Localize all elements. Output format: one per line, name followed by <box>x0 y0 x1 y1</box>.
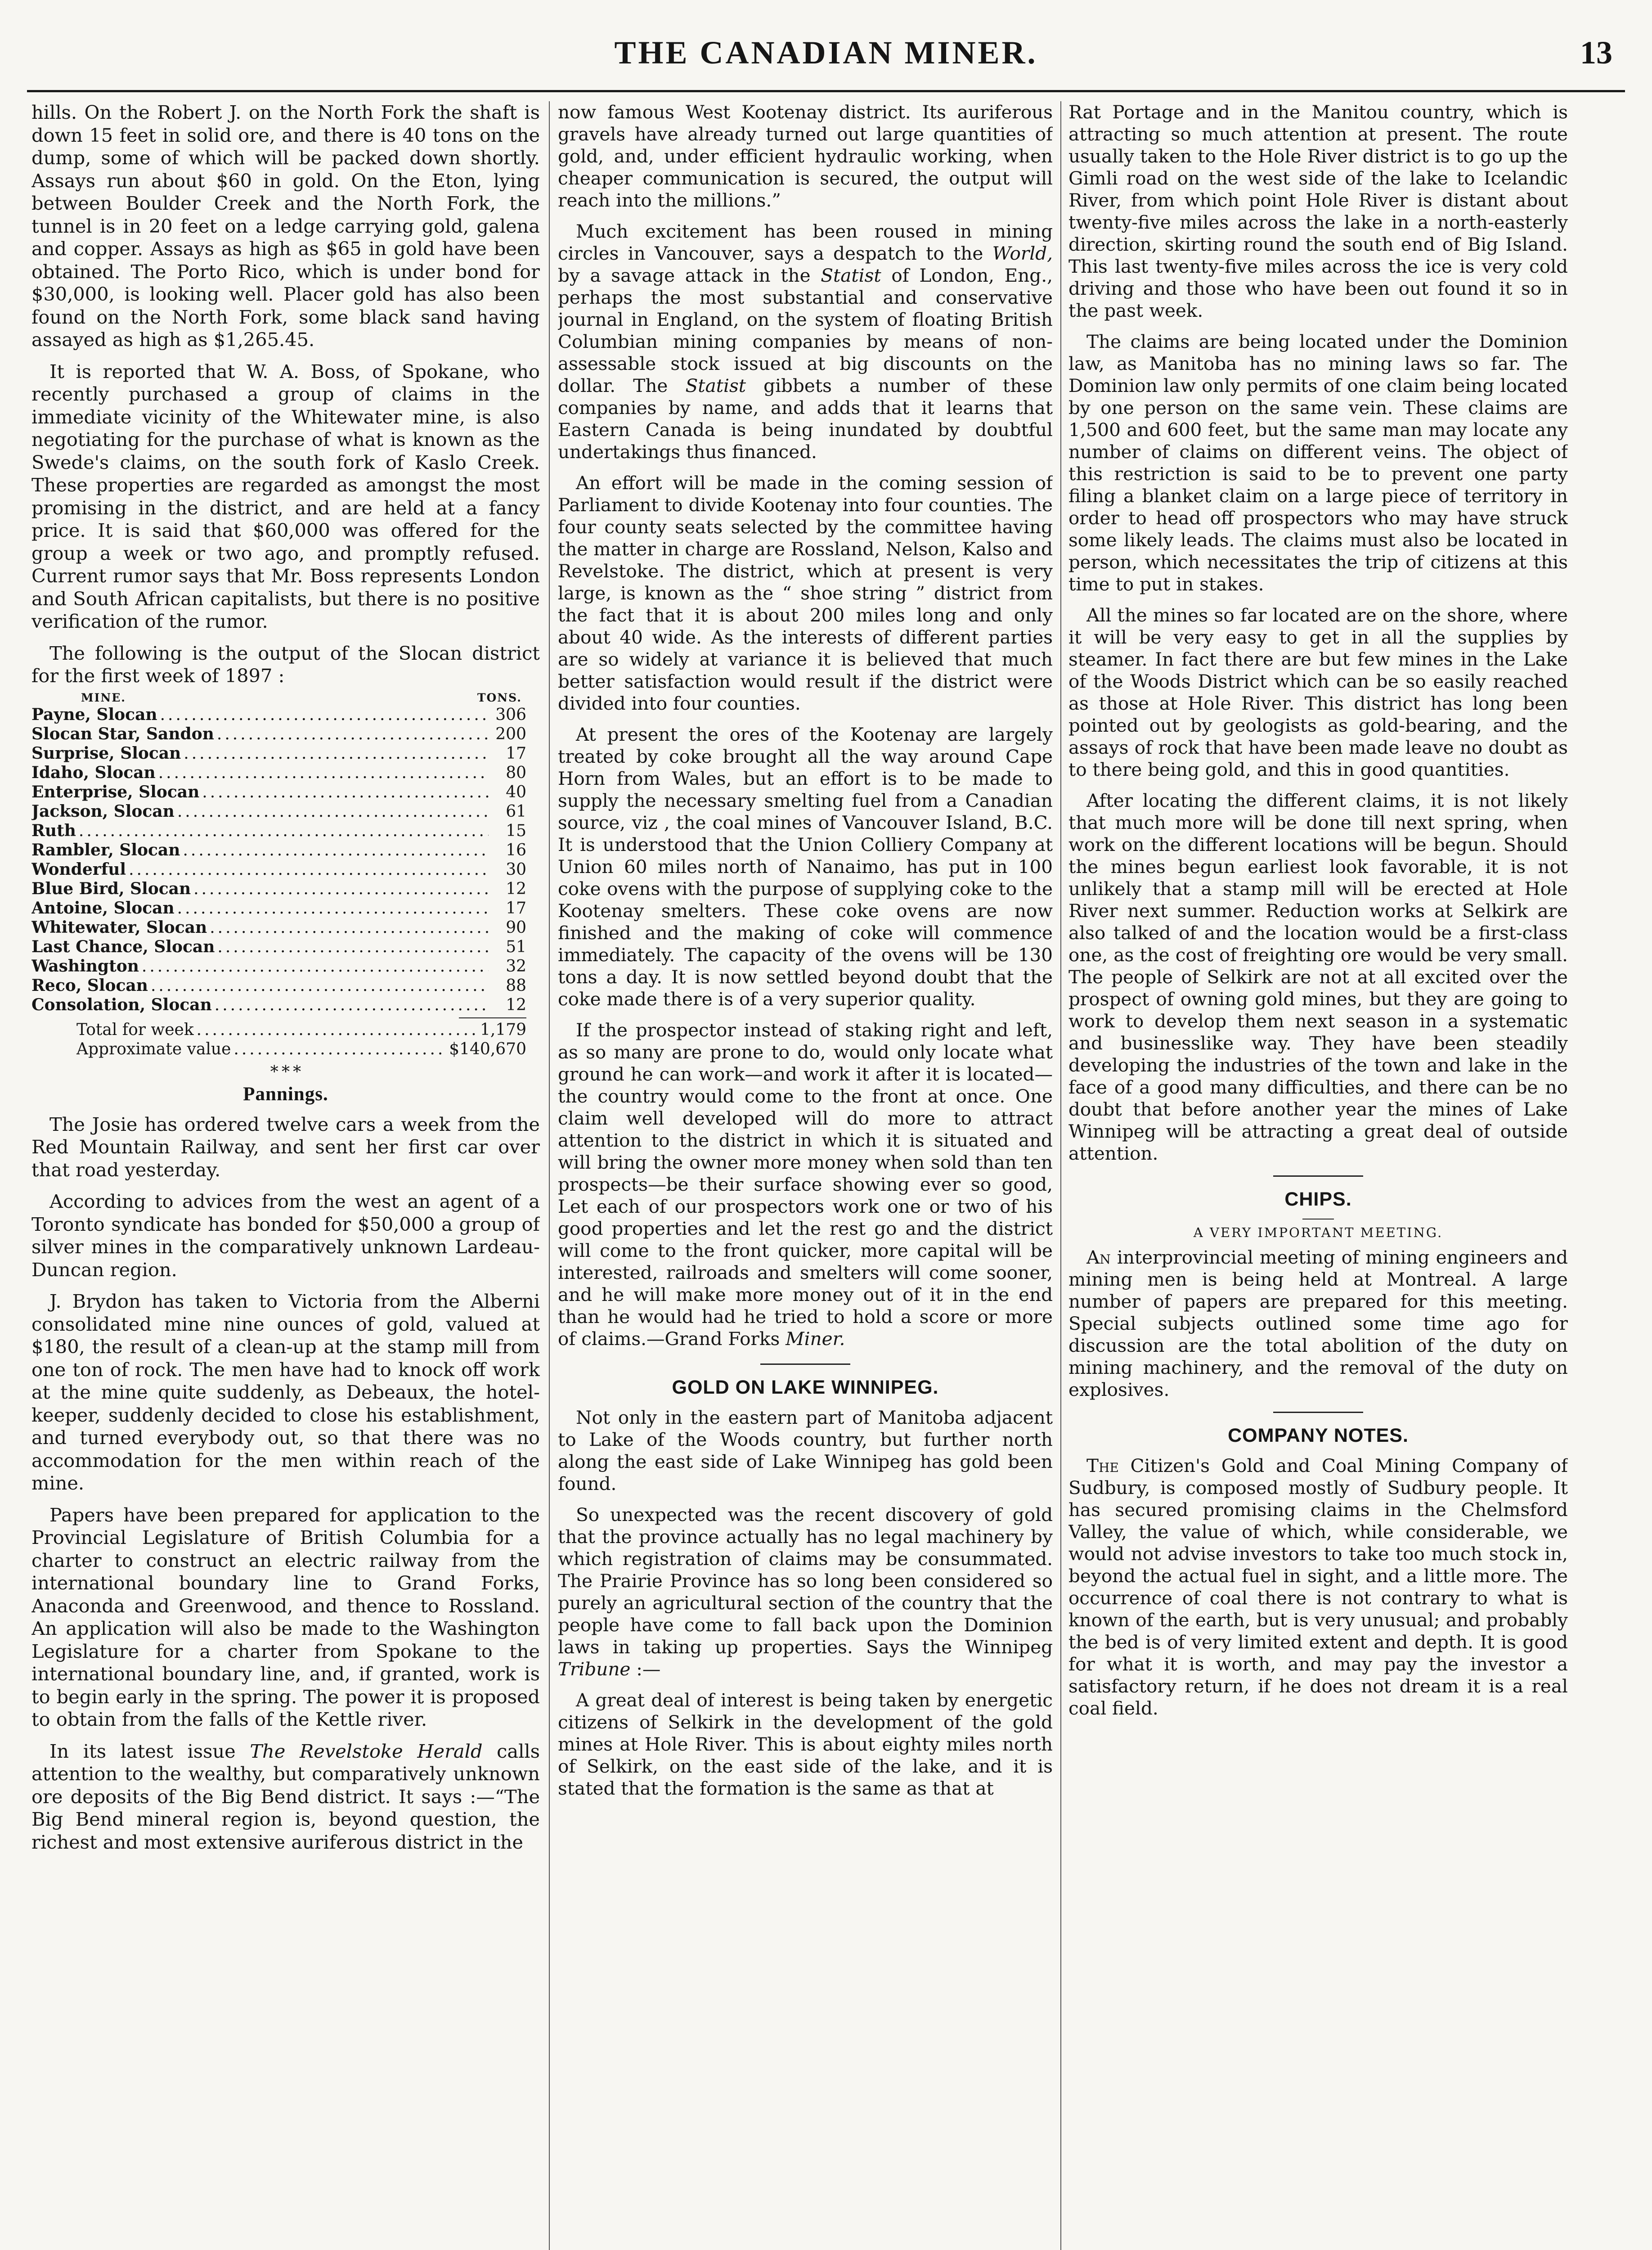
section-rule <box>1273 1175 1363 1177</box>
article-paragraph: In its latest issue The Revelstoke Herald calls attention to the wealthy, but comparatively unknown ore deposits of the Big Bend district. It says :—“The Big Bend mineral region is, beyond question, the richest and most extensive auriferous district in the <box>31 1740 540 1853</box>
column-divider-1 <box>549 101 550 2250</box>
total-label: Total for week <box>76 1020 194 1039</box>
mine-name: Last Chance, Slocan <box>31 937 215 956</box>
mine-tons: 12 <box>506 879 526 898</box>
table-row <box>31 860 540 879</box>
table-row <box>31 976 540 995</box>
mine-tons: 32 <box>506 957 526 976</box>
mine-name: Jackson, Slocan <box>31 801 175 821</box>
article-paragraph: An effort will be made in the coming session of Parliament to divide Kootenay into four counties. The four county seats selected by the committee having the matter in charge are Rossland, Nelson, Kalso and Revelstoke. The district, which at present is very large, is known as the “ shoe string ” district from the fact that it is about 200 miles long and only about 40 wide. As the interests of different parties are so widely at variance it is believed that much better satisfaction would result if the district were divided into four counties. <box>558 472 1053 714</box>
gold-lake-winnipeg-heading: GOLD ON LAKE WINNIPEG. <box>672 1377 939 1398</box>
table-row <box>31 841 540 860</box>
mine-tons: 15 <box>506 821 526 840</box>
article-paragraph: hills. On the Robert J. on the North Fork the shaft is down 15 feet in solid ore, and there is 40 tons on the dump, some of which will be packed down shortly. Assays run about $60 in gold. On the Eton, lying between Boulder Creek and the North Fork, the tunnel is in 20 feet on a ledge carrying gold, galena and copper. Assays as high as $65 in gold have been obtained. The Porto Rico, which is under bond for $30,000, is looking well. Placer gold has also been found on the North Fork, some black sand having assayed as high as $1,265.45. <box>31 101 540 351</box>
article-paragraph: It is reported that W. A. Boss, of Spokane, who recently purchased a group of claims in the immediate vicinity of the Whitewater mine, is also negotiating for the purchase of what is known as the Swede's claims, on the south fork of Kaslo Creek. These properties are regarded as amongst the most promising in the district, and are held at a fancy price. It is said that $60,000 was offered for the group a week or two ago, and promptly refused. Current rumor says that Mr. Boss represents London and South African capitalists, but there is no positive verification of the rumor. <box>31 360 540 632</box>
article-paragraph: now famous West Kootenay district. Its auriferous gravels have already turned out large quantities of gold, and, under efficient hydraulic working, when cheaper communication is secured, the output will reach into the millions.” <box>558 101 1053 211</box>
table-row <box>31 918 540 937</box>
table-row <box>31 821 540 841</box>
mine-output-table <box>31 705 540 1015</box>
mine-name: Slocan Star, Sandon <box>31 724 214 743</box>
table-row <box>31 937 540 957</box>
mine-name: Surprise, Slocan <box>31 743 181 763</box>
table-row <box>31 724 540 744</box>
mine-name: Idaho, Slocan <box>31 763 156 782</box>
article-paragraph: The Josie has ordered twelve cars a week from the Red Mountain Railway, and sent her first car over that road yesterday. <box>31 1113 540 1181</box>
mine-name: Payne, Slocan <box>31 705 157 724</box>
column-1 <box>31 101 540 2250</box>
approx-value: $140,670 <box>449 1040 526 1058</box>
table-approx-row <box>31 1040 540 1059</box>
article-paragraph: A great deal of interest is being taken by energetic citizens of Selkirk in the development of the gold mines at Hole River. This is about eighty miles north of Selkirk, on the east side of the lake, and it is stated that the formation is the same as that at <box>558 1689 1053 1799</box>
article-paragraph: Papers have been prepared for application to the Provincial Legislature of British Columbia for a charter to construct an electric railway from the international boundary line to Grand Forks, Anaconda and Greenwood, and thence to Rossland. An application will also be made to the Washington Legislature for a charter from Spokane to the international boundary line, and, if granted, work is to begin early in the spring. The power it is proposed to obtain from the falls of the Kettle river. <box>31 1503 540 1730</box>
mine-tons: 90 <box>506 918 526 937</box>
article-paragraph: J. Brydon has taken to Victoria from the Alberni consolidated mine nine ounces of gold, valued at $180, the result of a clean-up at the stamp mill from one ton of rock. The men have had to knock off work at the mine quite suddenly, as Debeaux, the hotel-keeper, suddenly decided to close his establishment, and turned everybody out, so that there was no accommodation for the men within reach of the mine. <box>31 1290 540 1494</box>
article-paragraph: The following is the output of the Slocan district for the first week of 1897 : <box>31 642 540 687</box>
mine-tons: 88 <box>506 976 526 995</box>
mine-name: Washington <box>31 956 139 976</box>
table-row <box>31 995 540 1015</box>
table-header-tons: TONS. <box>477 691 522 704</box>
table-row <box>31 879 540 899</box>
table-row <box>31 802 540 821</box>
mine-name: Wonderful <box>31 860 126 879</box>
mine-name: Enterprise, Slocan <box>31 782 200 801</box>
column-3 <box>1068 101 1568 2250</box>
article-paragraph: After locating the different claims, it is not likely that much more will be done till next spring, when work on the different locations will be begun. Should the mines begun earliest look favorable, it is not unlikely that a stamp mill will be erected at Hole River next summer. Reduction works at Selkirk are also talked of and the location would be a first-class one, as the cost of freighting ore would be very small. The people of Selkirk are not at all excited over the prospect of owning gold mines, but they are going to work to develop them next season in a systematic and businesslike way. They have been steadily developing the industries of the town and lake in the face of a good many difficulties, and there can be no doubt that before another year the mines of Lake Winnipeg will be attracting a great deal of outside attention. <box>1068 790 1568 1164</box>
total-value: 1,179 <box>480 1020 526 1039</box>
article-paragraph: Rat Portage and in the Manitou country, which is attracting so much attention at present. The route usually taken to the Hole River district is to go up the Gimli road on the west side of the lake to Icelandic River, from which point Hole River is distant about twenty-five miles across the lake in a north-easterly direction, skirting round the south end of Big Island. This last twenty-five miles across the ice is very cold driving and those who have been out found it so in the past week. <box>1068 101 1568 321</box>
page-header <box>27 8 1625 89</box>
article-paragraph: An interprovincial meeting of mining engineers and mining men is being held at Montreal. A large number of papers are prepared for this meeting. Special subjects outlined some time ago for discussion are the total abolition of the duty on mining machinery, and the removal of the duty on explosives. <box>1068 1246 1568 1400</box>
table-row <box>31 705 540 724</box>
subheading-rule <box>1302 1219 1334 1220</box>
article-paragraph: The Citizen's Gold and Coal Mining Company of Sudbury, is composed mostly of Sudbury people. It has secured promising claims in the Chelmsford Valley, the value of which, while considerable, we would not advise investors to take too much stock in, beyond the actual fuel in sight, and a little more. The occurrence of coal there is not contrary to what is known of the earth, but is very unusual; and probably the bed is of very limited extent and depth. It is good for what it is worth, and may pay the investor a satisfactory return, if he does not dream it is a real coal field. <box>1068 1455 1568 1719</box>
article-paragraph: According to advices from the west an agent of a Toronto syndicate has bonded for $50,000 a group of silver mines in the comparatively unknown Lardeau-Duncan region. <box>31 1190 540 1281</box>
approx-label: Approximate value <box>76 1040 231 1058</box>
table-header-mine: MINE. <box>81 691 126 704</box>
mine-tons: 61 <box>506 802 526 821</box>
table-row <box>31 783 540 802</box>
mine-name: Antoine, Slocan <box>31 898 175 918</box>
table-row <box>31 957 540 976</box>
article-paragraph: Not only in the eastern part of Manitoba adjacent to Lake of the Woods country, but further north along the east side of Lake Winnipeg has gold been found. <box>558 1407 1053 1494</box>
mine-tons: 17 <box>506 744 526 763</box>
column-2 <box>558 101 1053 2250</box>
asterism: * * * <box>270 1062 301 1081</box>
table-row <box>31 763 540 783</box>
mine-tons: 30 <box>506 860 526 879</box>
mine-tons: 40 <box>506 783 526 801</box>
pannings-heading: Pannings. <box>243 1083 328 1105</box>
mine-tons: 17 <box>506 899 526 918</box>
mine-tons: 51 <box>506 937 526 956</box>
page-number: 13 <box>1580 35 1612 71</box>
mine-name: Ruth <box>31 821 76 840</box>
header-rule <box>27 90 1625 92</box>
mine-name: Whitewater, Slocan <box>31 918 207 937</box>
article-paragraph: If the prospector instead of staking right and left, as so many are prone to do, would only locate what ground he can work—and work it after it is located—the country would come to the front at once. One claim well developed will do more to attract attention to the district in which it is situated and will bring the owner more money when sold than ten prospects—be their surface showing ever so good, Let each of our prospectors work one or two of his good properties and let the rest go and the district will come to the front quicker, more capital will be interested, railroads and smelters will come sooner, and he will make more money out of it in the end than he would had he tried to hold a score or more of claims.—Grand Forks Miner. <box>558 1019 1053 1350</box>
section-rule <box>1273 1412 1363 1413</box>
masthead-title: THE CANADIAN MINER. <box>614 35 1038 71</box>
table-total-row <box>31 1020 540 1040</box>
chips-subheading: A VERY IMPORTANT MEETING. <box>1193 1225 1443 1240</box>
mine-tons: 200 <box>495 724 526 743</box>
mine-tons: 306 <box>495 705 526 724</box>
mine-name: Rambler, Slocan <box>31 840 180 860</box>
article-paragraph: Much excitement has been roused in mining circles in Vancouver, says a despatch to the World, by a savage attack in the Statist of London, Eng., perhaps the most substantial and conservative journal in England, on the system of floating British Columbian mining companies by means of non-assessable stock issued at big discounts on the dollar. The Statist gibbets a number of these companies by name, and adds that it learns that Eastern Canada is being inundated by doubtful undertakings thus financed. <box>558 220 1053 463</box>
table-row <box>31 899 540 918</box>
mine-tons: 80 <box>506 763 526 782</box>
chips-heading: CHIPS. <box>1284 1188 1352 1210</box>
company-notes-heading: COMPANY NOTES. <box>1228 1425 1409 1446</box>
article-paragraph: At present the ores of the Kootenay are largely treated by coke brought all the way around Cape Horn from Wales, but an effort is to be made to supply the necessary smelting fuel from a Canadian source, viz , the coal mines of Vancouver Island, B.C. It is understood that the Union Colliery Company at Union 60 miles north of Nanaimo, has put in 100 coke ovens with the purpose of supplying coke to the Kootenay smelters. These coke ovens are now finished and the making of coke will commence immediately. The capacity of the ovens will be 130 tons a day. It is now settled beyond doubt that the coke made there is of a very superior quality. <box>558 724 1053 1010</box>
mine-name: Blue Bird, Slocan <box>31 879 191 898</box>
article-paragraph: All the mines so far located are on the shore, where it will be very easy to get in all the supplies by steamer. In fact there are but few mines in the Lake of the Woods District which can be so easily reached as those at Hole River. This district has long been pointed out by geologists as gold-bearing, and the assays of rock that have been made leave no doubt as to there being gold, and this in good quantities. <box>1068 604 1568 780</box>
column-divider-2 <box>1060 101 1061 2250</box>
table-row <box>31 744 540 763</box>
mine-tons: 12 <box>506 995 526 1014</box>
table-sum-rule <box>459 1017 526 1018</box>
mine-name: Consolation, Slocan <box>31 995 212 1014</box>
table-header <box>31 691 540 704</box>
section-rule <box>760 1364 850 1365</box>
article-paragraph: So unexpected was the recent discovery of gold that the province actually has no legal machinery by which registration of claims may be consummated. The Prairie Province has so long been considered so purely an agricultural section of the country that the people have come to fall back upon the Dominion laws in taking up properties. Says the Winnipeg Tribune :— <box>558 1504 1053 1680</box>
article-paragraph: The claims are being located under the Dominion law, as Manitoba has no mining laws so far. The Dominion law only permits of one claim being located by one person on the same vein. These claims are 1,500 and 600 feet, but the same man may locate any number of claims on different veins. The object of this restriction is said to be to prevent one party filing a blanket claim on a large piece of territory in order to head off prospectors who may have struck some likely leads. The claims must also be located in person, which necessitates the trip of citizens at this time to put in stakes. <box>1068 331 1568 595</box>
mine-tons: 16 <box>506 841 526 860</box>
mine-name: Reco, Slocan <box>31 976 148 995</box>
